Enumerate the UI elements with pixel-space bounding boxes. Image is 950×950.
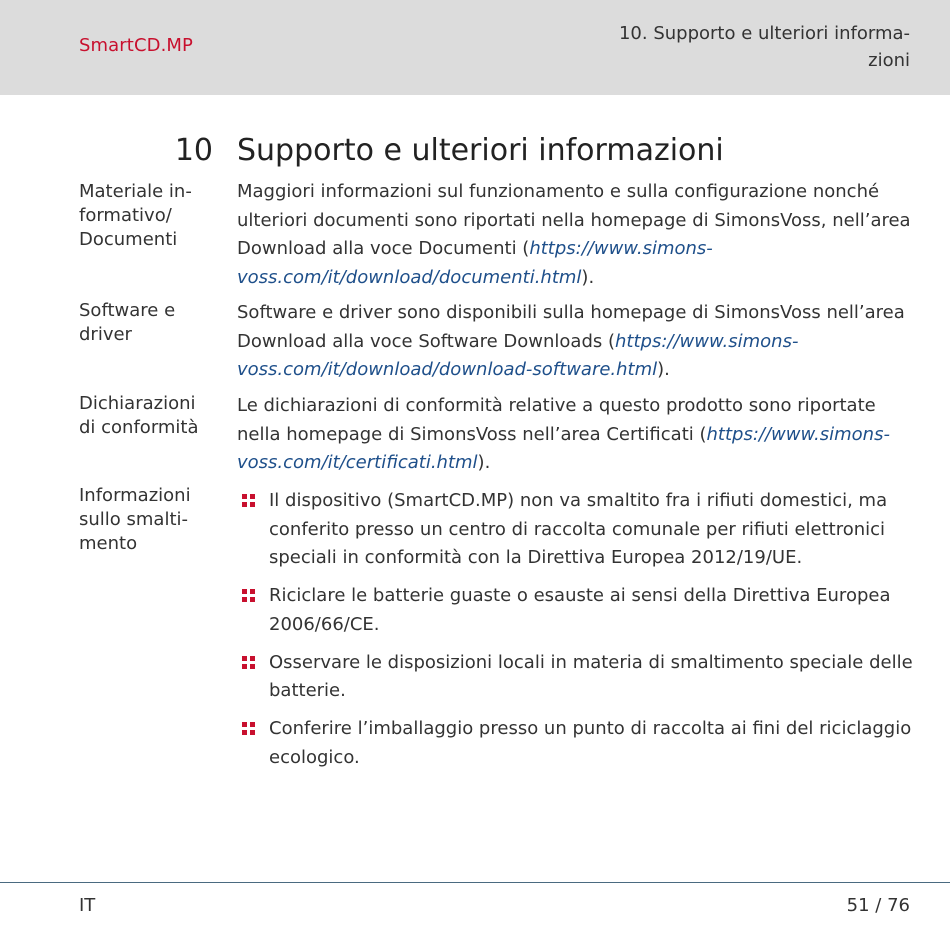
software-label-line-2: driver: [79, 324, 132, 345]
documents-label-line-3: Documenti: [79, 229, 178, 250]
running-chapter-line-1: 10. Supporto e ulteriori informa-: [618, 23, 910, 44]
software-link[interactable]: https://www.simons-voss.com/it/download/download-software.html: [237, 330, 799, 380]
software-label-line-1: Software e: [79, 300, 176, 321]
disposal-label: [79, 484, 219, 556]
conformity-link[interactable]: https://www.simons-voss.com/it/certificati.html: [237, 423, 890, 473]
documents-label: [79, 180, 219, 252]
conformity-text: Le dichiarazioni di conformità relative a questo prodotto sono riportate nella homepage di SimonsVoss nell’area Certificati (: [237, 395, 876, 445]
disposal-label-line-3: mento: [79, 533, 138, 554]
conformity-label: [79, 392, 219, 440]
list-item: [237, 715, 917, 772]
list-item-text: Il dispositivo (SmartCD.MP) non va smaltito fra i rifiuti domestici, ma conferito presso un centro di raccolta comunale per rifiuti elettronici speciali in conformità con la Direttiva Europea 2012/19/UE.: [269, 490, 888, 568]
chapter-number: 10: [174, 133, 213, 168]
disposal-label-line-2: sullo smalti-: [79, 509, 189, 530]
software-paragraph: [237, 299, 917, 385]
list-item-text: Conferire l’imballaggio presso un punto di raccolta ai fini del riciclaggio ecologico.: [269, 718, 912, 768]
list-item-text: Osservare le disposizioni locali in materia di smaltimento speciale delle batterie.: [269, 651, 913, 701]
chapter-title: Supporto e ulteriori informazioni: [237, 133, 724, 168]
square-bullet-icon: [242, 656, 255, 669]
page-header: [0, 0, 950, 95]
conformity-label-line-2: di conformità: [79, 417, 199, 438]
documents-text: Maggiori informazioni sul funzionamento e sulla configurazione nonché ulteriori documenti sono riportati nella homepage di SimonsVoss, nell’area Download alla voce Documenti (: [237, 181, 911, 259]
footer-language: IT: [79, 895, 96, 916]
square-bullet-icon: [242, 494, 255, 507]
documents-label-line-2: formativo/: [79, 205, 172, 226]
documents-suffix: ).: [581, 266, 595, 288]
running-chapter-line-2: zioni: [868, 50, 910, 71]
square-bullet-icon: [242, 589, 255, 602]
footer-divider: [0, 882, 950, 883]
disposal-label-line-1: Informazioni: [79, 485, 191, 506]
software-text: Software e driver sono disponibili sulla homepage di SimonsVoss nell’area Download alla voce Software Downloads (: [237, 302, 905, 352]
list-item: [237, 582, 917, 639]
software-label: [79, 299, 219, 347]
product-name: SmartCD.MP: [79, 35, 193, 56]
documents-link[interactable]: https://www.simons-voss.com/it/download/documenti.html: [237, 238, 713, 288]
documents-paragraph: [237, 178, 917, 292]
list-item: [237, 487, 917, 573]
conformity-suffix: ).: [477, 452, 491, 473]
documents-label-line-1: Materiale in-: [79, 181, 192, 202]
conformity-paragraph: [237, 392, 917, 478]
page-number: 51 / 76: [846, 895, 910, 916]
list-item-text: Riciclare le batterie guaste o esauste ai sensi della Direttiva Europea 2006/66/CE.: [269, 585, 891, 635]
running-chapter-title: [590, 20, 910, 74]
square-bullet-icon: [242, 722, 255, 735]
software-suffix: ).: [657, 359, 670, 380]
disposal-list: [237, 487, 917, 782]
list-item: [237, 649, 917, 706]
conformity-label-line-1: Dichiarazioni: [79, 393, 196, 414]
